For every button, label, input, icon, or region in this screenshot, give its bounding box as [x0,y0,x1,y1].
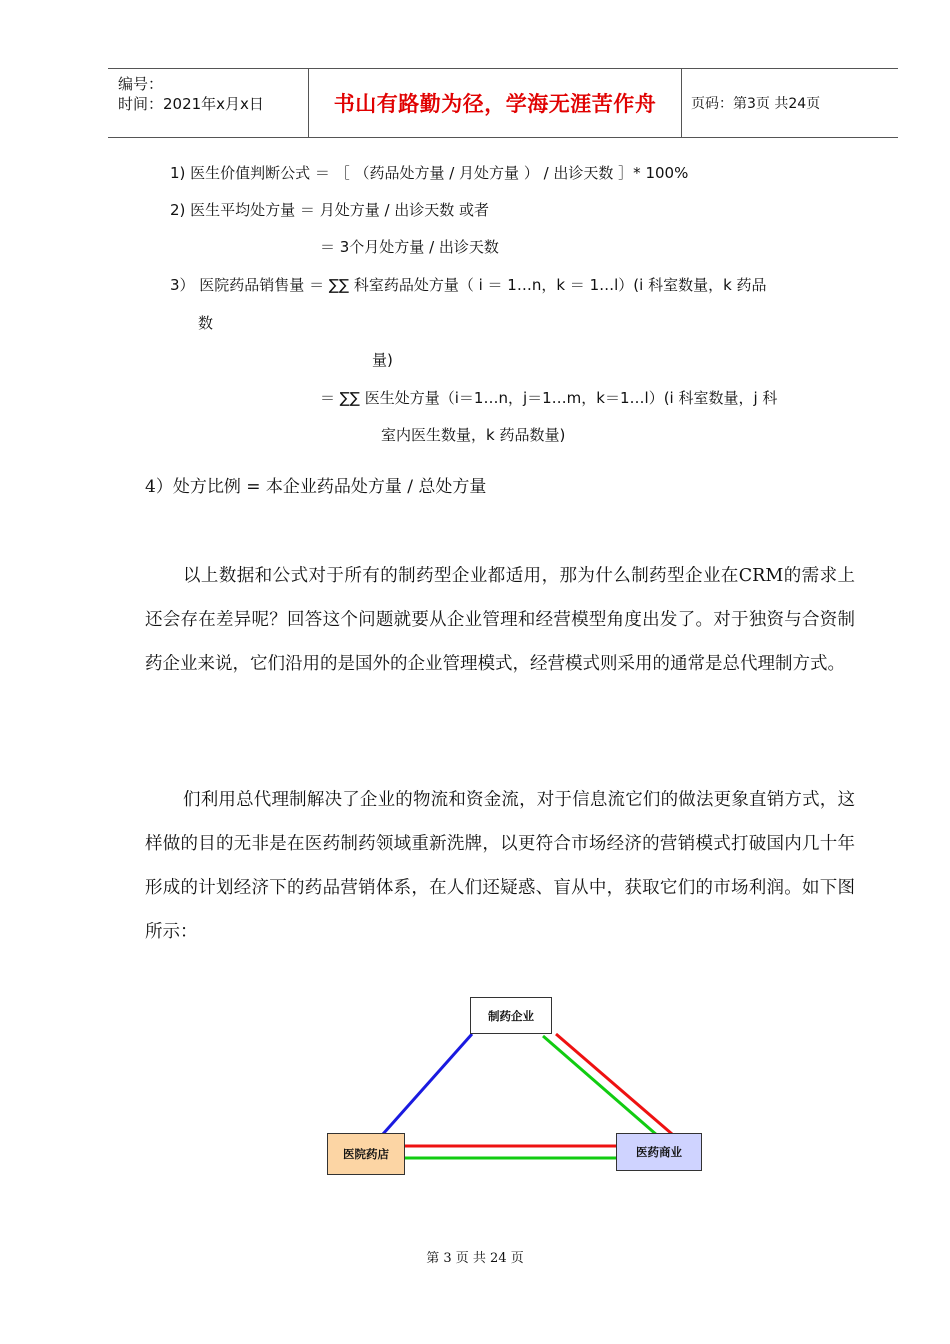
node-hospital-pharmacy: 医院药店 [327,1133,405,1175]
formula-3a: 3） 医院药品销售量 ＝ ∑∑ 科室药品处方量（ i ＝ 1…n，k ＝ 1…l）(i 科室数量，k 药品 [170,276,767,294]
header-motto: 书山有路勤为径，学海无涯苦作舟 [308,69,682,137]
formula-4: 4）处方比例 = 本企业药品处方量 / 总处方量 [145,477,487,497]
page-footer: 第 3 页 共 24 页 [426,1251,524,1266]
formula-3c: 量) [372,351,393,369]
formula-1: 1) 医生价值判断公式 ＝ ［ （药品处方量 / 月处方量 ） / 出诊天数 ］* 100% [170,164,689,182]
formula-3e: 室内医生数量，k 药品数量) [381,426,566,444]
document-number-label: 编号： [118,75,164,93]
node-pharma-company: 制药企业 [470,997,552,1034]
green-connector-top-right [543,1036,658,1136]
blue-connector-top-left [383,1034,472,1134]
paragraph-2: 们利用总代理制解决了企业的物流和资金流，对于信息流它们的做法更象直销方式，这样做的目的无非是在医药制药领域重新洗牌，以更符合市场经济的营销模式打破国内几十年形成的计划经济下的药品营销体系，在人们还疑惑、盲从中，获取它们的市场利润。如下图所示： [145,790,855,942]
paragraph-1: 以上数据和公式对于所有的制药型企业都适用，那为什么制药型企业在CRM的需求上还会存在差异呢？回答这个问题就要从企业管理和经营模型角度出发了。对于独资与合资制药企业来说，它们沿用的是国外的企业管理模式，经营模式则采用的通常是总代理制方式。 [145,566,855,674]
formula-3d: ＝ ∑∑ 医生处方量（i＝1…n，j＝1…m，k＝1…l）(i 科室数量，j 科 [320,389,778,407]
red-connector-top-right [556,1034,672,1134]
header-page-info: 页码：第3页 共24页 [691,96,821,112]
formula-3b: 数 [198,314,214,332]
node-pharma-distributor: 医药商业 [616,1133,702,1171]
formula-2a: 2) 医生平均处方量 ＝ 月处方量 / 出诊天数 或者 [170,201,490,219]
document-date-label: 时间：2021年x月x日 [118,95,264,113]
formula-2b: ＝ 3个月处方量 / 出诊天数 [320,238,499,256]
